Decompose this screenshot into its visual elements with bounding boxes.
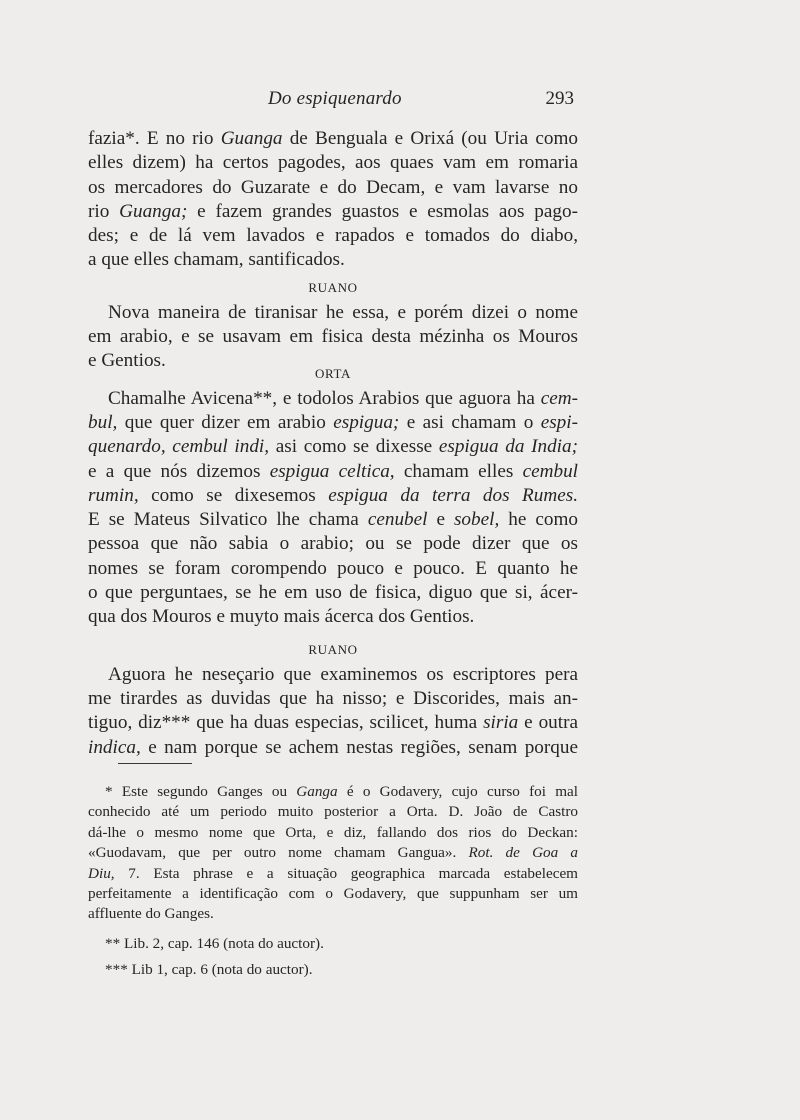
footnote-line: * Este segundo Ganges ou Ganga é o Godavery, cujo curso foi mal [105, 783, 578, 800]
text-line: pessoa que não sabia o arabio; ou se pode dizer que os [88, 533, 578, 555]
paragraph-3 [88, 387, 578, 630]
text-line: rio Guanga; e fazem grandes guastos e esmolas aos pago- [88, 200, 578, 222]
text-line: a que elles chamam, santificados. [88, 249, 345, 271]
text-line: fazia*. E no rio Guanga de Benguala e Orixá (ou Uria como [88, 128, 578, 149]
footnote-line: dá-lhe o mesmo nome que Orta, e diz, fallando dos rios do Deckan: [88, 823, 578, 841]
text-line: indica, e nam porque se achem nestas regiões, senam porque [88, 736, 578, 758]
paragraph-1 [88, 127, 578, 273]
speaker-label: RUANO [308, 279, 358, 295]
text-line: em arabio, e se usavam em fisica desta mézinha os Mouros [88, 326, 578, 348]
page-number: 293 [545, 88, 574, 109]
paragraph-2 [88, 301, 578, 374]
text-line: nomes se foram corompendo pouco e pouco. E quanto he [88, 557, 578, 579]
text-line: os mercadores do Guzarate e do Decam, e vam lavarse no [88, 176, 578, 198]
text-line: bul, que quer dizer em arabio espigua; e asi chamam o espi- [88, 411, 579, 433]
text-line: des; e de lá vem lavados e rapados e tomados do diabo, [88, 225, 578, 247]
text-line: Nova maneira de tiranisar he essa, e porém dizei o nome [108, 301, 578, 323]
text-line: quenardo, cembul indi, asi como se dixesse espigua da India; [88, 436, 578, 458]
text-line: e Gentios. [88, 350, 166, 372]
footnote-2: ** Lib. 2, cap. 146 (nota do auctor). [105, 934, 324, 952]
text-line: Chamalhe Avicena**, e todolos Arabios que aguora ha cem- [108, 387, 578, 409]
text-line: E se Mateus Silvatico lhe chama cenubel e sobel, he como [88, 509, 578, 531]
footnote-3: *** Lib 1, cap. 6 (nota do auctor). [105, 961, 313, 979]
footnote-line: Diu, 7. Esta phrase e a situação geographica marcada estabelecem [88, 864, 578, 882]
page-header [88, 88, 574, 116]
footnote-line: «Guodavam, que per outro nome chamam Gangua». Rot. de Goa a [88, 844, 578, 862]
paragraph-4 [88, 663, 578, 760]
text-line: tiguo, diz*** que ha duas especias, scilicet, huma siria e outra [88, 712, 578, 734]
text-line: me tirardes as duvidas que ha nisso; e Discorides, mais an- [88, 687, 578, 709]
running-title: Do espiquenardo [268, 88, 402, 109]
footnote-line: affluente do Ganges. [88, 905, 214, 923]
speaker-label: RUANO [308, 641, 358, 657]
text-line: qua dos Mouros e muyto mais ácerca dos Gentios. [88, 606, 475, 628]
text-line: Aguora he neseçario que examinemos os escriptores pera [108, 663, 578, 685]
text-line: e a que nós dizemos espigua celtica, chamam elles cembul [88, 460, 579, 482]
footnote-line: conhecido até um periodo muito posterior a Orta. D. João de Castro [88, 803, 578, 821]
footnote-1 [88, 782, 578, 925]
speaker-label: ORTA [315, 365, 351, 381]
main-text [88, 127, 578, 760]
text-line: o que perguntaes, se he em uso de fisica, diguo que si, ácer- [88, 582, 578, 604]
footnotes [88, 782, 578, 981]
footnote-line: perfeitamente a identificação com o Godavery, que suppunham ser um [88, 885, 578, 903]
text-line: elles dizem) ha certos pagodes, aos quaes vam em romaria [88, 152, 578, 174]
footnote-rule [118, 763, 192, 764]
text-line: rumin, como se dixesemos espigua da terra dos Rumes. [88, 484, 578, 506]
